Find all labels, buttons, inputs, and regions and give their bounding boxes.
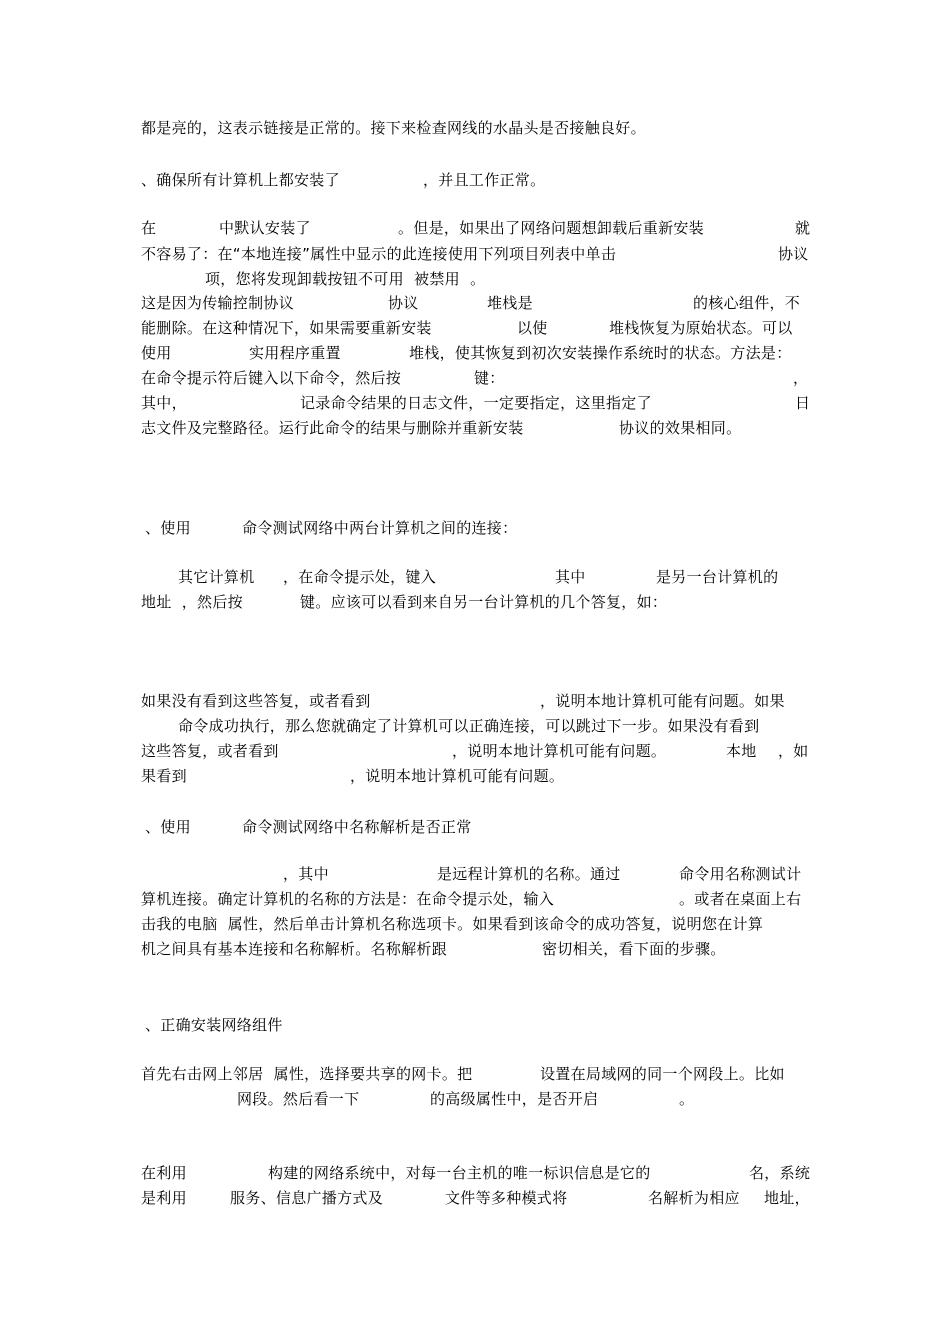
text-fragment: 堆栈恢复为原始状态。可以 <box>609 319 793 337</box>
text-fragment: 地址， <box>764 1189 810 1207</box>
text-fragment: 就 <box>795 219 811 237</box>
text-fragment: 。 <box>679 1090 695 1108</box>
text-fragment: 实用程序重置 <box>249 344 341 362</box>
text-line: 都是亮的，这表示链接是正常的。接下来检查网线的水晶头是否接触良好。 <box>141 119 646 137</box>
text-fragment: ，并且工作正常。 <box>423 171 546 189</box>
section-heading: 、正确安装网络组件 <box>145 1016 283 1034</box>
text-fragment: 名，系统 <box>749 1164 811 1182</box>
text-fragment: 记录命令结果的日志文件，一定要指定，这里指定了 <box>300 394 652 412</box>
text-fragment: ，在命令提示处，键入 <box>283 568 437 586</box>
text-fragment: 击我的电脑 属性，然后单击计算机名称选项卡。如果看到该命令的成功答复，说明您在计算 <box>141 915 764 933</box>
text-fragment: 志文件及完整路径。运行此命令的结果与删除并重新安装 <box>141 419 524 437</box>
text-fragment: 的核心组件，不 <box>693 294 801 312</box>
text-fragment: 是利用 <box>141 1189 187 1207</box>
text-fragment: ， <box>793 369 809 387</box>
text-fragment: 这些答复，或者看到 <box>141 742 279 760</box>
text-fragment: 协议 <box>388 294 419 312</box>
section-heading: 、确保所有计算机上都安装了 <box>141 171 340 189</box>
text-fragment: 其它计算机 <box>178 568 255 586</box>
text-fragment: 算机连接。确定计算机的名称的方法是：在命令提示处，输入 <box>141 890 555 908</box>
text-fragment: 在利用 <box>141 1164 187 1182</box>
text-fragment: 这是因为传输控制协议 <box>141 294 295 312</box>
text-fragment: 名解析为相应 <box>648 1189 740 1207</box>
text-fragment: 构建的网络系统中，对每一台主机的唯一标识信息是它的 <box>268 1164 651 1182</box>
text-fragment: 使用 <box>141 344 172 362</box>
text-fragment: 中默认安装了 <box>219 219 311 237</box>
text-fragment: 本地 <box>726 742 757 760</box>
text-fragment: 在 <box>141 219 157 237</box>
section-heading: 命令测试网络中名称解析是否正常 <box>242 818 472 836</box>
text-fragment: ，说明本地计算机可能有问题。 <box>350 767 565 785</box>
text-fragment: 。或者在桌面上右 <box>679 890 802 908</box>
text-fragment: 日 <box>795 394 811 412</box>
text-fragment: 堆栈是 <box>487 294 533 312</box>
text-fragment: 是另一台计算机的 <box>656 568 779 586</box>
text-fragment: 协议 <box>778 245 809 263</box>
text-fragment: 命令成功执行，那么您就确定了计算机可以正确连接，可以跳过下一步。如果没有看到 <box>178 717 760 735</box>
text-fragment: 项，您将发现卸载按钮不可用 被禁用 。 <box>205 270 486 288</box>
text-fragment: ，其中 <box>283 865 329 883</box>
section-heading: 命令测试网络中两台计算机之间的连接： <box>242 519 518 537</box>
text-fragment: 地址 ，然后按 <box>141 593 243 611</box>
text-fragment: 键。应该可以看到来自另一台计算机的几个答复，如： <box>300 593 668 611</box>
text-fragment: 服务、信息广播方式及 <box>230 1189 384 1207</box>
text-fragment: 的高级属性中，是否开启 <box>430 1090 599 1108</box>
text-fragment: 密切相关，看下面的步骤。 <box>542 940 726 958</box>
text-fragment: ，说明本地计算机可能有问题。如果 <box>540 692 785 710</box>
text-fragment: ，说明本地计算机可能有问题。 <box>452 742 667 760</box>
text-fragment: 不容易了：在“本地连接”属性中显示的此连接使用下列项目列表中单击 <box>141 245 617 263</box>
text-fragment: 果看到 <box>141 767 187 785</box>
text-fragment: 堆栈，使其恢复到初次安装操作系统时的状态。方法是： <box>409 344 792 362</box>
text-fragment: 。但是，如果出了网络问题想卸载后重新安装 <box>398 219 705 237</box>
text-fragment: 其中 <box>555 568 586 586</box>
text-fragment: 其中， <box>141 394 187 412</box>
text-fragment: 在命令提示符后键入以下命令，然后按 <box>141 369 402 387</box>
text-fragment: 文件等多种模式将 <box>445 1189 568 1207</box>
text-fragment: 首先右击网上邻居 属性，选择要共享的网卡。把 <box>141 1065 473 1083</box>
text-fragment: 协议的效果相同。 <box>619 419 742 437</box>
section-heading: 、使用 <box>145 519 191 537</box>
text-fragment: ，如 <box>778 742 809 760</box>
text-fragment: 命令用名称测试计 <box>679 865 802 883</box>
text-fragment: 以使 <box>517 319 548 337</box>
text-fragment: 如果没有看到这些答复，或者看到 <box>141 692 371 710</box>
text-fragment: 是远程计算机的名称。通过 <box>437 865 621 883</box>
section-heading: 、使用 <box>145 818 191 836</box>
text-fragment: 机之间具有基本连接和名称解析。名称解析跟 <box>141 940 448 958</box>
text-fragment: 网段。然后看一下 <box>237 1090 360 1108</box>
text-fragment: 能删除。在这种情况下，如果需要重新安装 <box>141 319 432 337</box>
text-fragment: 键： <box>474 369 505 387</box>
text-fragment: 设置在局域网的同一个网段上。比如 <box>540 1065 785 1083</box>
